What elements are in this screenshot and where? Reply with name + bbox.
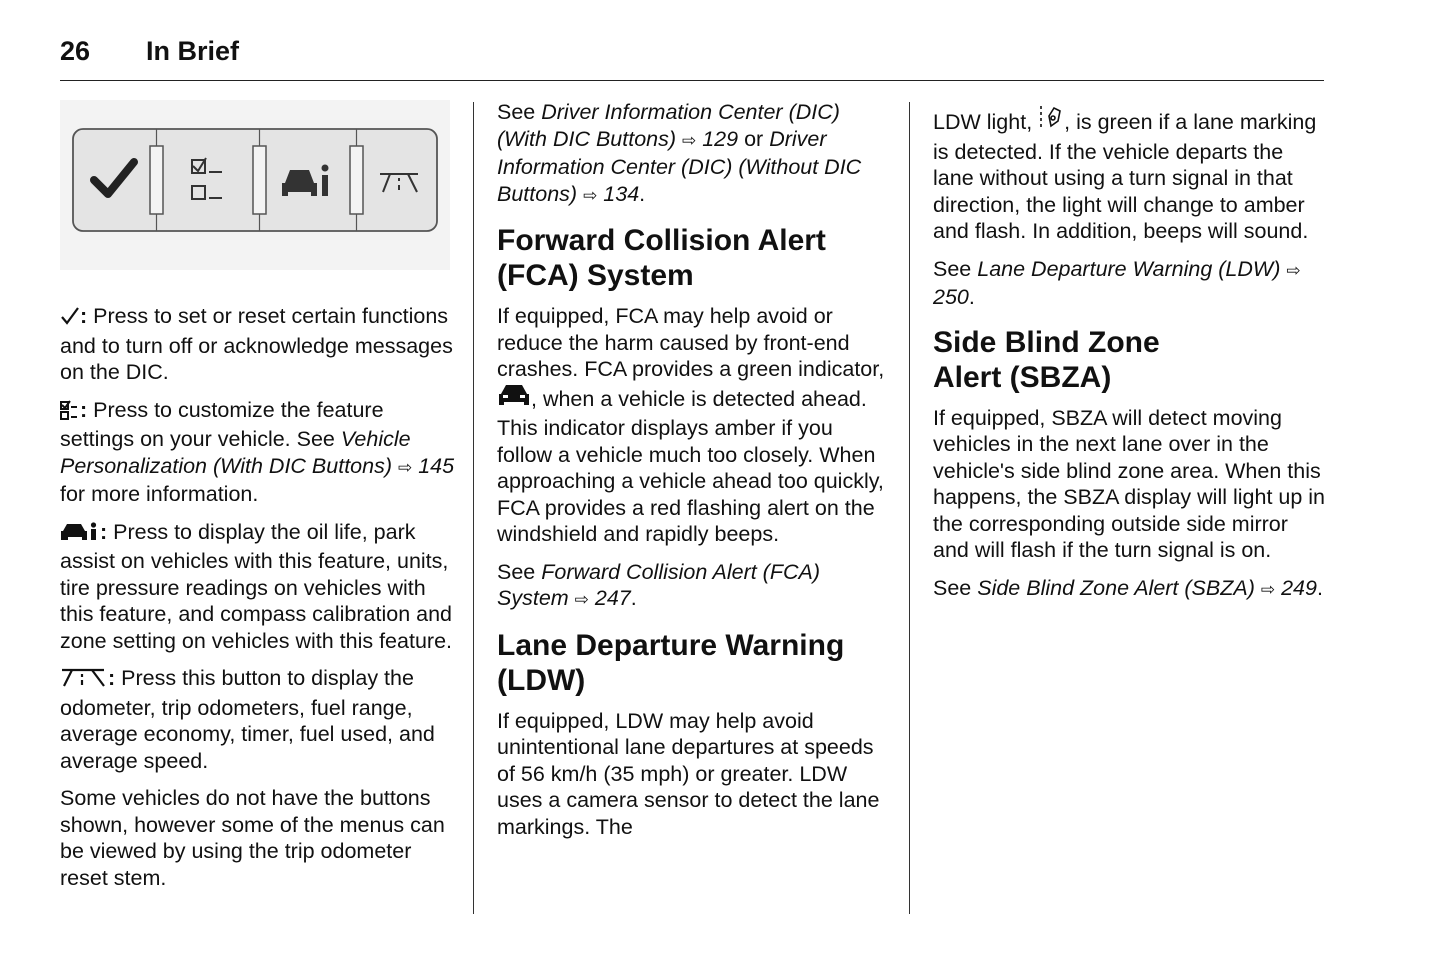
checklist-icon — [60, 400, 80, 427]
page-ref-arrow: ⇨ — [574, 590, 589, 609]
paragraph-customize-button: : Press to customize the feature settings on your vehicle. See Vehicle Personalization (With DIC Buttons) ⇨ 145 for more information. — [60, 397, 455, 506]
cross-reference[interactable]: Driver Information Center (DIC) (With DIC Buttons) — [497, 100, 840, 151]
vehicle-ahead-icon — [497, 383, 531, 416]
page-ref-arrow: ⇨ — [682, 130, 697, 150]
dic-button-panel — [72, 128, 438, 232]
paragraph-dic-reference: See Driver Information Center (DIC) (With DIC Buttons) ⇨ 129 or Driver Information Center (DIC) (Without DIC Buttons) ⇨ 134. — [497, 100, 862, 206]
page-ref-number[interactable]: 249 — [1275, 575, 1317, 600]
heading-ldw: Lane Departure Warning (LDW) — [497, 628, 845, 697]
cross-reference[interactable]: Side Blind Zone Alert (SBZA) — [977, 575, 1255, 600]
cross-reference[interactable]: Vehicle Personalization (With DIC Buttons) — [60, 427, 411, 478]
column-1 — [60, 100, 455, 902]
page-ref-arrow: ⇨ — [397, 457, 413, 477]
cross-reference[interactable]: Forward Collision Alert (FCA) System — [497, 559, 820, 610]
paragraph-ldw: If equipped, LDW may help avoid unintentional lane departures at speeds of 56 km/h (35 mph) or greater. LDW uses a camera sensor to detect the lane markings. The — [497, 708, 880, 839]
road-icon — [60, 666, 108, 695]
page-ref-number[interactable]: 250 — [933, 285, 969, 309]
column-divider — [473, 102, 474, 914]
page-ref-number[interactable]: 134 — [597, 181, 640, 206]
paragraph-fca: If equipped, FCA may help avoid or reduce the harm caused by front-end crashes. FCA provides a green indicator, , when a vehicle is detected ahead. This indicator displays amber if you follow a vehicle much too closely. When approaching a vehicle ahead too quickly, FCA provides a red flashing alert on the windshield and rapidly beeps. — [497, 304, 885, 546]
paragraph-select-button: : Press to set or reset certain functions and to turn off or acknowledge messages on the DIC. — [60, 304, 453, 384]
paragraph-sbza: If equipped, SBZA will detect moving vehicles in the next lane over in the vehicle's side blind zone area. When this happens, the SBZA display will light up in the corresponding outside side mirror and will flash if the turn signal is on. — [933, 405, 1326, 562]
page-header — [60, 34, 1324, 81]
page-number: 26 — [60, 36, 91, 66]
vehicle-info-icon — [60, 522, 100, 549]
dic-button-panel-illustration — [60, 100, 450, 270]
page-ref-arrow: ⇨ — [583, 185, 598, 205]
paragraph-fca-reference: See Forward Collision Alert (FCA) System ⇨ 247. — [497, 559, 820, 610]
column-2 — [497, 99, 892, 851]
section-title: In Brief — [146, 36, 240, 66]
paragraph-trip-stem: Some vehicles do not have the buttons shown, however some of the menus can be viewed by using the trip odometer reset stem. — [60, 786, 445, 890]
page-ref-arrow: ⇨ — [1286, 260, 1301, 280]
paragraph-ldw-light: LDW light, , is green if a lane marking is detected. If the vehicle departs the lane without using a turn signal in that direction, the light will change to amber and flash. In addition, beeps will sound. — [933, 104, 1328, 245]
column-divider — [909, 102, 910, 914]
paragraph-vehicle-info-button: : Press to display the oil life, park assist on vehicles with this feature, units, tire pressure readings on vehicles with this feature, and compass calibration and zone setting on vehicles with this feature. — [60, 519, 453, 653]
heading-fca: Forward Collision Alert (FCA) System — [497, 224, 826, 292]
page-ref-number[interactable]: 145 — [412, 453, 455, 478]
paragraph-ldw-reference: See Lane Departure Warning (LDW) ⇨ 250. — [933, 256, 1301, 309]
paragraph-trip-button: : Press this button to display the odometer, trip odometers, fuel range, average economy, timer, fuel used, and average speed. — [60, 666, 435, 773]
checkmark-icon — [60, 306, 80, 333]
column-3 — [933, 104, 1328, 614]
page-ref-arrow: ⇨ — [1260, 579, 1276, 599]
heading-sbza: Side Blind Zone Alert (SBZA) — [933, 325, 1160, 394]
lane-departure-icon — [1038, 104, 1064, 139]
cross-reference[interactable]: Driver Information Center (DIC) (Without DIC Buttons) — [497, 126, 862, 206]
page-ref-number[interactable]: 247 — [588, 586, 631, 610]
page-ref-number[interactable]: 129 — [696, 126, 739, 151]
paragraph-sbza-reference: See Side Blind Zone Alert (SBZA) ⇨ 249. — [933, 575, 1323, 600]
cross-reference[interactable]: Lane Departure Warning (LDW) — [977, 256, 1281, 281]
